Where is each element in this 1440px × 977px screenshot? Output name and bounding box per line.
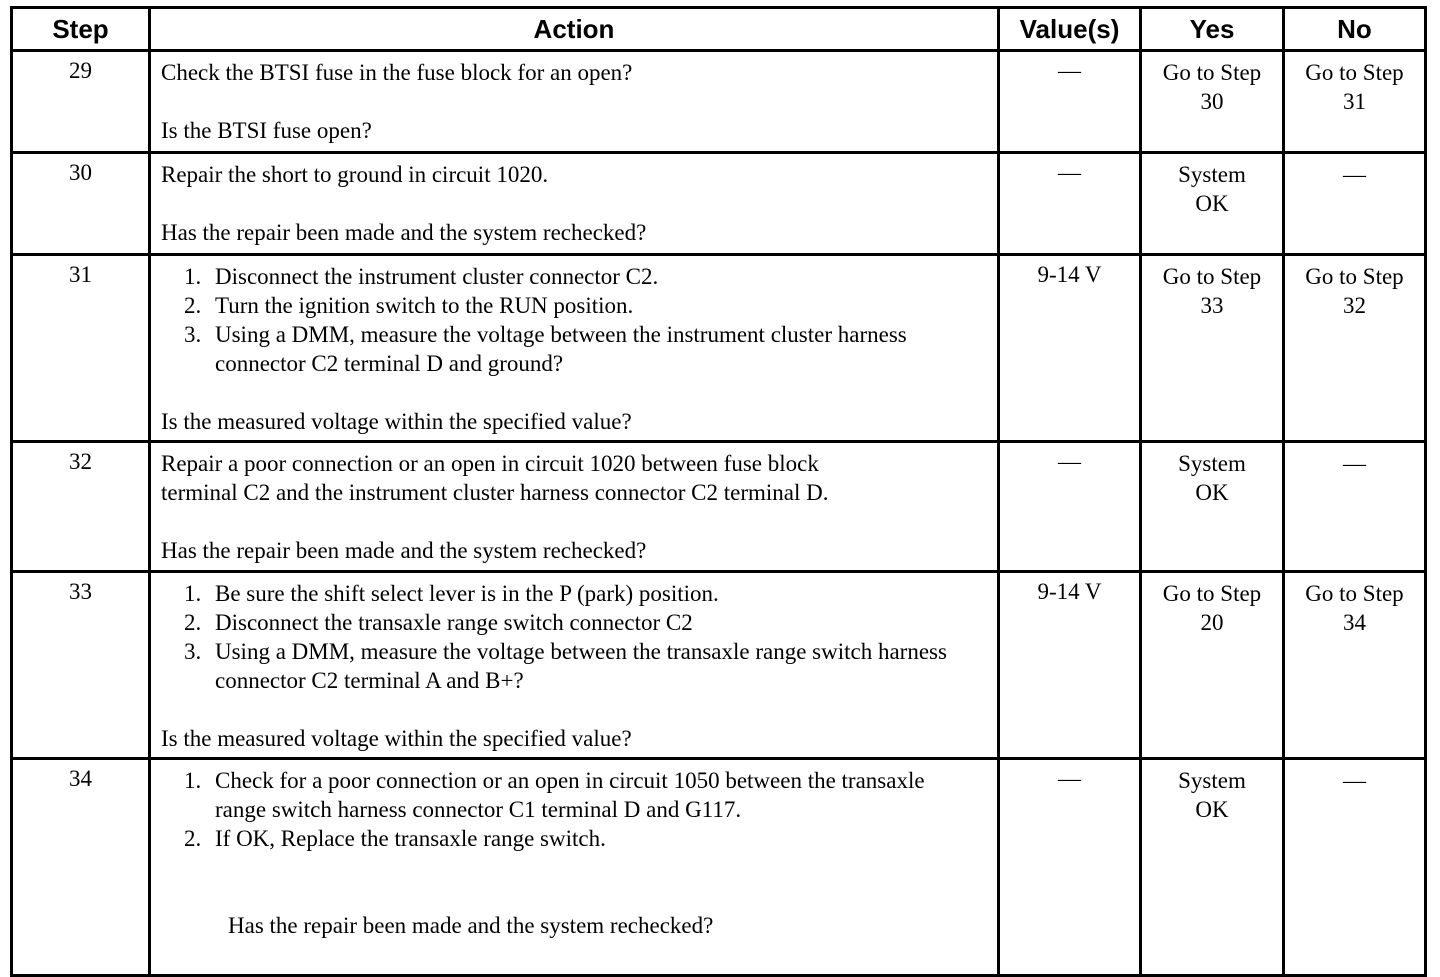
header-values: Value(s) xyxy=(999,8,1141,51)
action-step-item: 1. Check for a poor connection or an open in circuit 1050 between the transaxle range switch harness connector C1 terminal D and G117. xyxy=(207,766,947,824)
no-cell xyxy=(1284,255,1426,442)
yes-line-1: System xyxy=(1178,162,1246,187)
value-cell: — xyxy=(999,51,1141,153)
action-steps-list xyxy=(161,766,987,853)
action-step-item: 1. Disconnect the instrument cluster connector C2. xyxy=(207,262,987,291)
no-line-1: — xyxy=(1343,451,1366,476)
step-number: 30 xyxy=(12,153,150,255)
yes-cell xyxy=(1141,759,1284,976)
yes-line-1: System xyxy=(1178,451,1246,476)
yes-line-2: 30 xyxy=(1200,89,1224,114)
no-line-1: Go to Step xyxy=(1305,581,1404,606)
action-text: terminal C2 and the instrument cluster harness connector C2 terminal D. xyxy=(161,480,829,505)
header-action: Action xyxy=(150,8,999,51)
yes-cell xyxy=(1141,442,1284,572)
action-question: Has the repair been made and the system rechecked? xyxy=(161,220,647,245)
no-cell xyxy=(1284,442,1426,572)
action-steps-list xyxy=(161,579,987,695)
action-cell xyxy=(150,255,999,442)
action-step-item: 2. If OK, Replace the transaxle range switch. xyxy=(207,824,947,853)
yes-cell xyxy=(1141,51,1284,153)
action-step-item: 2. Turn the ignition switch to the RUN position. xyxy=(207,291,987,320)
action-text: Repair the short to ground in circuit 1020. xyxy=(161,162,549,187)
action-cell xyxy=(150,51,999,153)
header-yes: Yes xyxy=(1141,8,1284,51)
no-line-1: Go to Step xyxy=(1305,264,1404,289)
table-row xyxy=(12,572,1426,759)
yes-cell xyxy=(1141,255,1284,442)
yes-line-1: Go to Step xyxy=(1162,264,1262,289)
table-row xyxy=(12,442,1426,572)
value-cell: 9-14 V xyxy=(999,572,1141,759)
action-step-item: 2. Disconnect the transaxle range switch connector C2 xyxy=(207,608,947,637)
action-cell xyxy=(150,153,999,255)
yes-line-2: OK xyxy=(1195,480,1229,505)
no-cell xyxy=(1284,51,1426,153)
value-cell: — xyxy=(999,153,1141,255)
no-line-2: 34 xyxy=(1343,610,1366,635)
no-cell xyxy=(1284,759,1426,976)
yes-line-1: System xyxy=(1178,768,1246,793)
action-cell xyxy=(150,759,999,976)
value-cell: 9-14 V xyxy=(999,255,1141,442)
action-step-item: 3. Using a DMM, measure the voltage between the transaxle range switch harness connector C2 terminal A and B+? xyxy=(207,637,947,695)
action-question: Is the BTSI fuse open? xyxy=(161,118,372,143)
yes-cell xyxy=(1141,153,1284,255)
action-cell xyxy=(150,442,999,572)
no-line-2: 32 xyxy=(1343,293,1366,318)
table-row xyxy=(12,153,1426,255)
action-text: Check the BTSI fuse in the fuse block for an open? xyxy=(161,60,633,85)
yes-line-2: 33 xyxy=(1200,293,1224,318)
action-cell xyxy=(150,572,999,759)
action-step-item: 1. Be sure the shift select lever is in the P (park) position. xyxy=(207,579,947,608)
no-line-2: 31 xyxy=(1343,89,1366,114)
step-number: 33 xyxy=(12,572,150,759)
action-text: Repair a poor connection or an open in circuit 1020 between fuse block xyxy=(161,451,819,476)
header-no: No xyxy=(1284,8,1426,51)
yes-line-1: Go to Step xyxy=(1162,581,1262,606)
step-number: 29 xyxy=(12,51,150,153)
action-step-item: 3. Using a DMM, measure the voltage between the instrument cluster harness connector C2 terminal D and ground? xyxy=(207,320,987,378)
diagnostic-table xyxy=(10,6,1427,977)
header-row xyxy=(12,8,1426,51)
table-row xyxy=(12,51,1426,153)
no-line-1: — xyxy=(1343,162,1366,187)
no-line-1: Go to Step xyxy=(1305,60,1404,85)
header-step: Step xyxy=(12,8,150,51)
action-steps-list xyxy=(161,262,987,378)
action-question: Is the measured voltage within the specified value? xyxy=(161,409,632,434)
yes-line-2: OK xyxy=(1195,797,1229,822)
action-question: Has the repair been made and the system rechecked? xyxy=(161,538,647,563)
yes-line-2: 20 xyxy=(1200,610,1224,635)
yes-line-1: Go to Step xyxy=(1162,60,1262,85)
no-cell xyxy=(1284,153,1426,255)
action-question: Has the repair been made and the system rechecked? xyxy=(228,913,714,938)
table-row xyxy=(12,255,1426,442)
value-cell: — xyxy=(999,442,1141,572)
yes-line-2: OK xyxy=(1195,191,1229,216)
no-cell xyxy=(1284,572,1426,759)
yes-cell xyxy=(1141,572,1284,759)
table-row xyxy=(12,759,1426,976)
step-number: 31 xyxy=(12,255,150,442)
action-question: Is the measured voltage within the specified value? xyxy=(161,726,632,751)
no-line-1: — xyxy=(1343,768,1366,793)
value-cell: — xyxy=(999,759,1141,976)
step-number: 32 xyxy=(12,442,150,572)
step-number: 34 xyxy=(12,759,150,976)
